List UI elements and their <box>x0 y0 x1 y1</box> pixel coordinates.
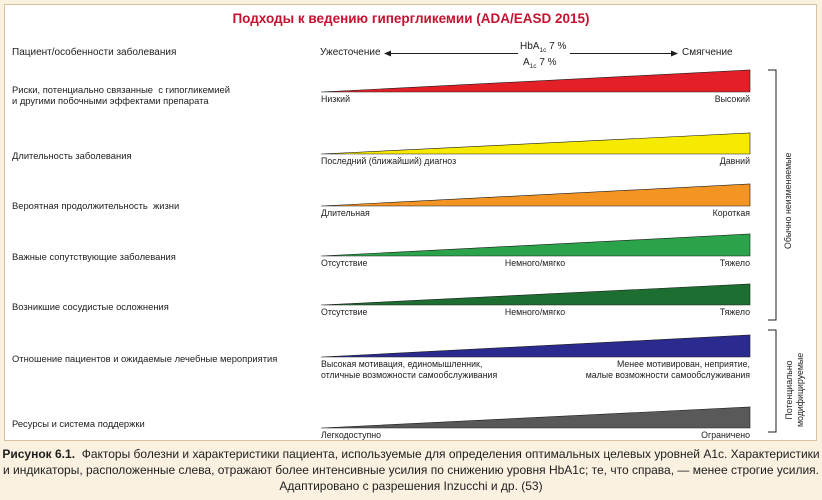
scale-left-label: Низкий <box>321 94 350 104</box>
scale-left-label: Высокая мотивация, единомышленник, отличные возможности самообслуживания <box>321 359 498 380</box>
row-label: Длительность заболевания <box>12 150 132 161</box>
hba1c-decrease-label: $A_{1c}$ 7 % <box>523 57 557 70</box>
scale-mid-label: Немного/мягко <box>504 258 566 268</box>
scale-left-label: Длительная <box>321 208 370 218</box>
row-label: Ресурсы и система поддержки <box>12 418 145 429</box>
bracket-unchangeable <box>768 70 776 320</box>
wedge-row-2 <box>321 133 750 154</box>
wedge-row-5 <box>321 284 750 305</box>
scale-left-label: Легкодоступно <box>321 430 381 440</box>
patient-header: Пациент/особенности заболевания <box>12 47 177 58</box>
scale-right-label: Ограничено <box>701 430 750 440</box>
scale-left-label: Последний (ближайший) диагноз <box>321 156 457 166</box>
wedge-row-4 <box>321 234 750 256</box>
hba1c-increase-label: HbA$_{1c}$ 7 % <box>520 41 567 54</box>
wedge-row-1 <box>321 70 750 92</box>
softer-arrow <box>570 51 678 57</box>
scale-mid-label: Немного/мягко <box>504 307 566 317</box>
scale-right-label: Тяжело <box>719 307 750 317</box>
row-label: Отношение пациентов и ожидаемые лечебные мероприятия <box>12 353 278 364</box>
figure-title: Подходы к ведению гипергликемии (ADA/EASD 2015) <box>232 11 590 26</box>
scale-right-label: Менее мотивирован, неприятие, малые возможности самообслуживания <box>585 359 750 380</box>
row-label: Вероятная продолжительность жизни <box>12 200 180 211</box>
scale-right-label: Давний <box>719 156 750 166</box>
wedge-row-7 <box>321 407 750 428</box>
scale-left-label: Отсутствие <box>321 307 368 317</box>
bracket-modifiable <box>768 330 776 432</box>
stricter-arrow <box>384 51 518 57</box>
stricter-label: Ужесточение <box>320 47 381 58</box>
wedge-row-6 <box>321 335 750 357</box>
row-label: Риски, потенциально связанные с гипогликемией и другими побочными эффектами препарата <box>12 84 230 106</box>
row-label: Возникшие сосудистые осложнения <box>12 301 169 312</box>
scale-right-label: Высокий <box>714 94 750 104</box>
scale-left-label: Отсутствие <box>321 258 368 268</box>
figure-caption: Рисунок 6.1. Факторы болезни и характеристики пациента, используемые для определения оптимальных целевых уровней A1c. Характеристики и индикаторы, расположенные слева, отражают более интенсивные усилия по снижению уровня HbA1c; те, что справа, — менее строгие усилия. Адаптировано с разрешения Inzucchi и др. (53) <box>2 447 820 493</box>
row-label: Важные сопутствующие заболевания <box>12 251 176 262</box>
wedge-row-3 <box>321 184 750 206</box>
scale-right-label: Тяжело <box>719 258 750 268</box>
scale-right-label: Короткая <box>712 208 750 218</box>
group-unchangeable-label: Обычно неизменяемые <box>783 152 793 249</box>
group-modifiable-label: Потенциально модифицируемые <box>784 352 805 427</box>
softer-label: Смягчение <box>682 47 733 58</box>
